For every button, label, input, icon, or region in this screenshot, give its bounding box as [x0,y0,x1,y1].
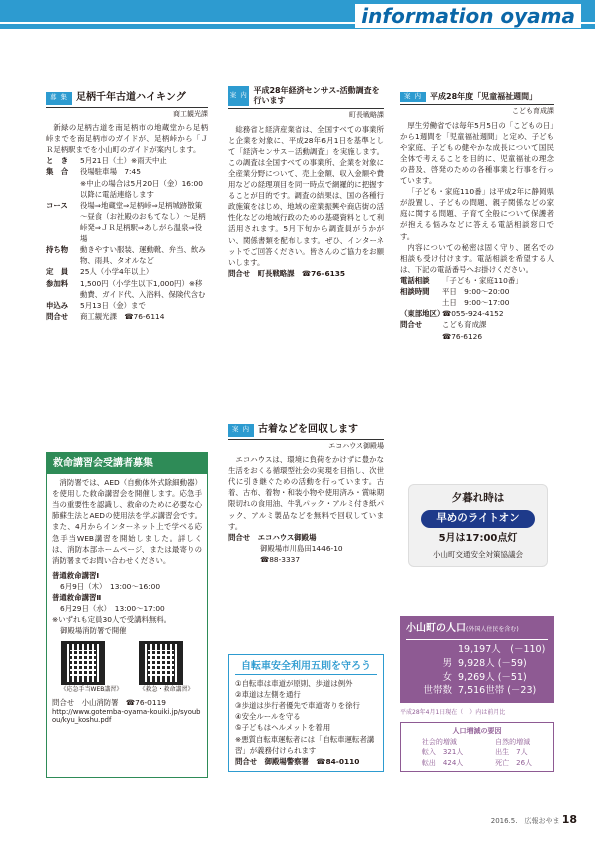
info-value: ☎76-6126 [442,331,483,341]
info-value: 25人（小学4年以上） [80,267,154,277]
population-box [400,616,554,703]
info-row [46,300,208,311]
info-value: 5月13日（金）まで [80,300,146,310]
bike-rule: ※悪質自転車運転者には「自転車運転者講習」が義務付けられます [235,734,375,755]
dusk-org: 小山町交通安全対策協議会 [433,549,523,559]
info-label: 電話相談 [400,276,430,286]
info-row [46,311,208,322]
session-2-title: 普通救命講習Ⅱ [52,593,102,603]
session-2-date: 6月29日（水） 13:00～17:00 [60,604,165,614]
info-row [400,331,554,342]
info-value: 土日 9:00～17:00 [442,298,510,308]
population-label [406,643,458,657]
page-number: 18 [561,812,577,826]
article-clothes [228,424,384,565]
info-row [46,155,208,166]
info-label: （東部地区） [400,309,445,319]
population-title-text: 小山町の人口 [406,623,466,634]
info-row [400,297,554,308]
info-row [46,278,208,300]
rescue-box [46,452,208,778]
info-label [400,297,442,308]
article-body-1: 厚生労働省では毎年5月5日の「こどもの日」から1週間を「児童福祉週間」と定め、子どもや家庭、子どもの健やかな成長について国民全体で考えることを目的に、児童福祉の理念の普及、啓発のための各種事業と行事を行っています。 [400,120,554,186]
info-label: コース [46,200,68,210]
info-value: 「子ども・家庭110番」 [442,276,523,286]
dusk-line-2: 早めのライトオン [421,510,535,528]
social-change-header: 社会的増減 [421,737,457,746]
dusk-notice [408,484,548,567]
dusk-line-3: 5月は17:00点灯 [438,532,518,544]
article-body-3: 内容についての秘密は固く守り、匿名での相談も受け付けます。電話相談を希望する人は、下記の電話番号へお掛けください。 [400,242,554,274]
info-label: 申込み [46,300,69,310]
article-body: 新緑の足柄古道を南足柄市の地蔵堂から足柄峠までを南足柄市のガイドが、足柄峠から「ＪＲ足柄駅までを小山町のガイドが案内します。 [46,123,208,155]
info-row [46,200,208,244]
deaths: 死亡 26人 [495,758,533,767]
article-body: 総務省と経済産業省は、全国すべての事業所と企業を対象に、平成28年6月1日を基準として「経済センサス－活動調査」を実施します。この調査は全国すべての事業所、企業を対象に全産業分野について、売上金額、収入金額や費用などの経理項目を同一時点で網羅的に把握することが目的です。調査の結果は、国の各種行政施策をはじめ、地域の産業振興や商店街の活性化などの地域行政のための基礎資料として利活用されます。5月下旬から調査員がうかがい、関係書類を配布します。ぜひ、インターネットでご回答ください。皆さんのご協力をお願いします。 [228,124,384,267]
page-footer [491,812,577,829]
qr-code-web[interactable] [61,641,105,685]
info-row [46,178,208,200]
qr-label-web: 《応急手当WEB講習》 [60,685,123,693]
article-dept: 商工観光課 [173,109,208,118]
change-title: 人口増減の要因 [452,727,502,735]
info-row [400,275,554,286]
population-label: 世帯数 [423,685,452,697]
info-value: ※中止の場合は5月20日（金）16:00以降に電話連絡します [80,178,203,199]
births: 出生 7人 [495,748,528,756]
rescue-title: 救命講習会受講者募集 [47,453,207,474]
population-subtitle: (外国人住民を含む) [466,626,519,633]
info-value: 5月21日（土）※雨天中止 [80,156,167,166]
article-title: 古着などを回収します [258,424,358,435]
population-title [406,621,548,640]
session-1-date: 6月9日（木） 13:00～16:00 [60,581,161,591]
info-value: 役場⇒地蔵堂⇒足柄峠⇒足柄城跡散策～昼食（お社殿のおもてなし）～足柄峠発⇒ＪＲ足柄駅⇒あしがら温泉⇒役場 [80,200,206,244]
bike-rule: ⑤子どもはヘルメットを着用 [235,723,331,733]
article-tag: 案 内 [228,424,254,437]
population-change-box [400,722,554,772]
info-row [400,286,554,297]
info-row [46,166,208,177]
info-label [46,178,80,200]
population-row [406,643,548,657]
info-label [400,331,442,342]
article-dept: エコハウス御殿場 [328,441,384,450]
bike-contact: 問合せ 御殿場警察署 ☎84-0110 [235,756,360,766]
info-label: 集 合 [46,167,69,177]
article-tag: 案 内 [228,86,249,106]
bike-title: 自転車安全利用五則を守ろう [235,659,377,675]
info-row [400,319,554,330]
population-value: 9,269人 (－51) [458,671,527,683]
info-value: 動きやすい服装、運動靴、弁当、飲み物、雨具、タオルなど [80,245,206,266]
article-body: エコハウスは、環境に負荷をかけずに豊かな生活をおくる循環型社会の実現を目指し、次世代に引き継ぐための活動を行っています。古着、古布、着物・和装小物や使用済み・賞味期限切れの食用油、牛乳パック・アルミ付き紙パック、アルミ製品などを無料で回収しています。 [228,455,384,531]
info-value: 役場駐車場 7:45 [80,167,141,177]
population-value: 7,516世帯 (－23) [458,685,537,697]
rescue-venue: 御殿場消防署で開催 [60,626,127,636]
rescue-body: 消防署では、AED（自動体外式除細動器）を使用した救命講習会を開催します。応急手当の重要性を認識し、救命のために必要な心肺蘇生法とAEDの使用法を学ぶ講習会です。また、4月からインターネット上で学べる応急手当WEB講習を開始しました。詳しくは、消防本部ホームページ、または最寄りの消防署までお問い合わせください。 [52,478,202,565]
article-title: 平成28年度「児童福祉週間」 [430,92,538,101]
article-body-2: 「子ども・家庭110番」は平成2年に静岡県が設置し、子どもの問題、親子関係などの家庭に関する問題、子育て全般について保護者が抱える悩みなどに答える電話相談窓口です。 [400,187,554,241]
info-label: 持ち物 [46,245,69,255]
info-label: 問合せ [46,311,69,321]
info-row [46,266,208,277]
info-value: 1,500円（小学生以下1,000円）※移動費、ガイド代、入浴料、保険代含む [80,278,206,299]
bike-safety-box [228,654,384,772]
contact-name: 問合せ エコハウス御殿場 [228,532,317,542]
article-tag: 募 集 [46,92,72,105]
moved-out: 転出 424人 [421,758,464,767]
info-row [400,308,554,319]
article-dept: 町長戦略課 [349,111,384,119]
session-1-title: 普通救命講習Ⅰ [52,570,100,580]
info-row [46,244,208,266]
top-banner [0,0,595,44]
info-label: 定 員 [46,267,69,277]
article-title: 平成28年経済センサス-活動調査を行います [253,86,380,105]
population-value: 9,928人 (－59) [458,657,527,669]
article-title: 足柄千年古道ハイキング [76,92,186,103]
rescue-contact: 問合せ 小山消防署 ☎76-0119 [52,697,166,707]
qr-code-course[interactable] [139,641,183,685]
info-label: と き [46,156,69,166]
bike-rule: ②車道は左側を通行 [235,690,301,700]
population-label: 男 [442,657,452,669]
bike-rule: ③歩道は歩行者優先で車道寄りを徐行 [235,701,360,711]
info-value: 平日 9:00～20:00 [442,287,510,297]
article-hiking [46,92,208,322]
population-row [406,671,548,685]
info-value: ☎055-924-4152 [442,309,504,319]
natural-change-header: 自然的増減 [495,737,531,746]
population-row [406,657,548,671]
population-row [406,684,548,698]
info-label: 相談時間 [400,287,430,297]
info-label: 参加料 [46,278,69,288]
info-value: 商工観光課 ☎76-6114 [80,311,165,321]
contact-phone: ☎88-3337 [260,554,301,564]
footer-text: 2016.5. 広報おやま [490,816,560,825]
info-label: 問合せ [400,320,423,330]
bike-rule: ④安全ルールを守る [235,712,301,722]
population-note: 平成28年4月1日現在（ ）内は前月比 [400,709,506,716]
brand-title: information oyama [355,4,581,28]
info-value: こども育成課 [442,320,487,330]
moved-in: 転入 321人 [421,748,464,756]
dusk-line-1: 夕暮れ時は [451,492,505,504]
rescue-note: ※いずれも定員30人で受講料無料。 [52,615,172,625]
article-tag: 案 内 [400,92,426,102]
population-label: 女 [442,671,452,683]
article-child-welfare [400,92,554,342]
article-dept: こども育成課 [512,107,554,115]
qr-label-course: 《救急・救命講習》 [139,685,194,693]
rescue-url[interactable]: http://www.gotemba-oyama-kouiki.jp/syoubou/kyu_koshu.pdf [52,707,201,725]
article-contact: 問合せ 町長戦略課 ☎76-6135 [228,268,346,278]
bike-rule: ①自転車は車道が原則、歩道は例外 [235,679,353,688]
population-value: 19,197人 (－110) [458,644,546,655]
article-census [228,86,384,279]
contact-address: 御殿場市川島田1446-10 [260,543,343,553]
